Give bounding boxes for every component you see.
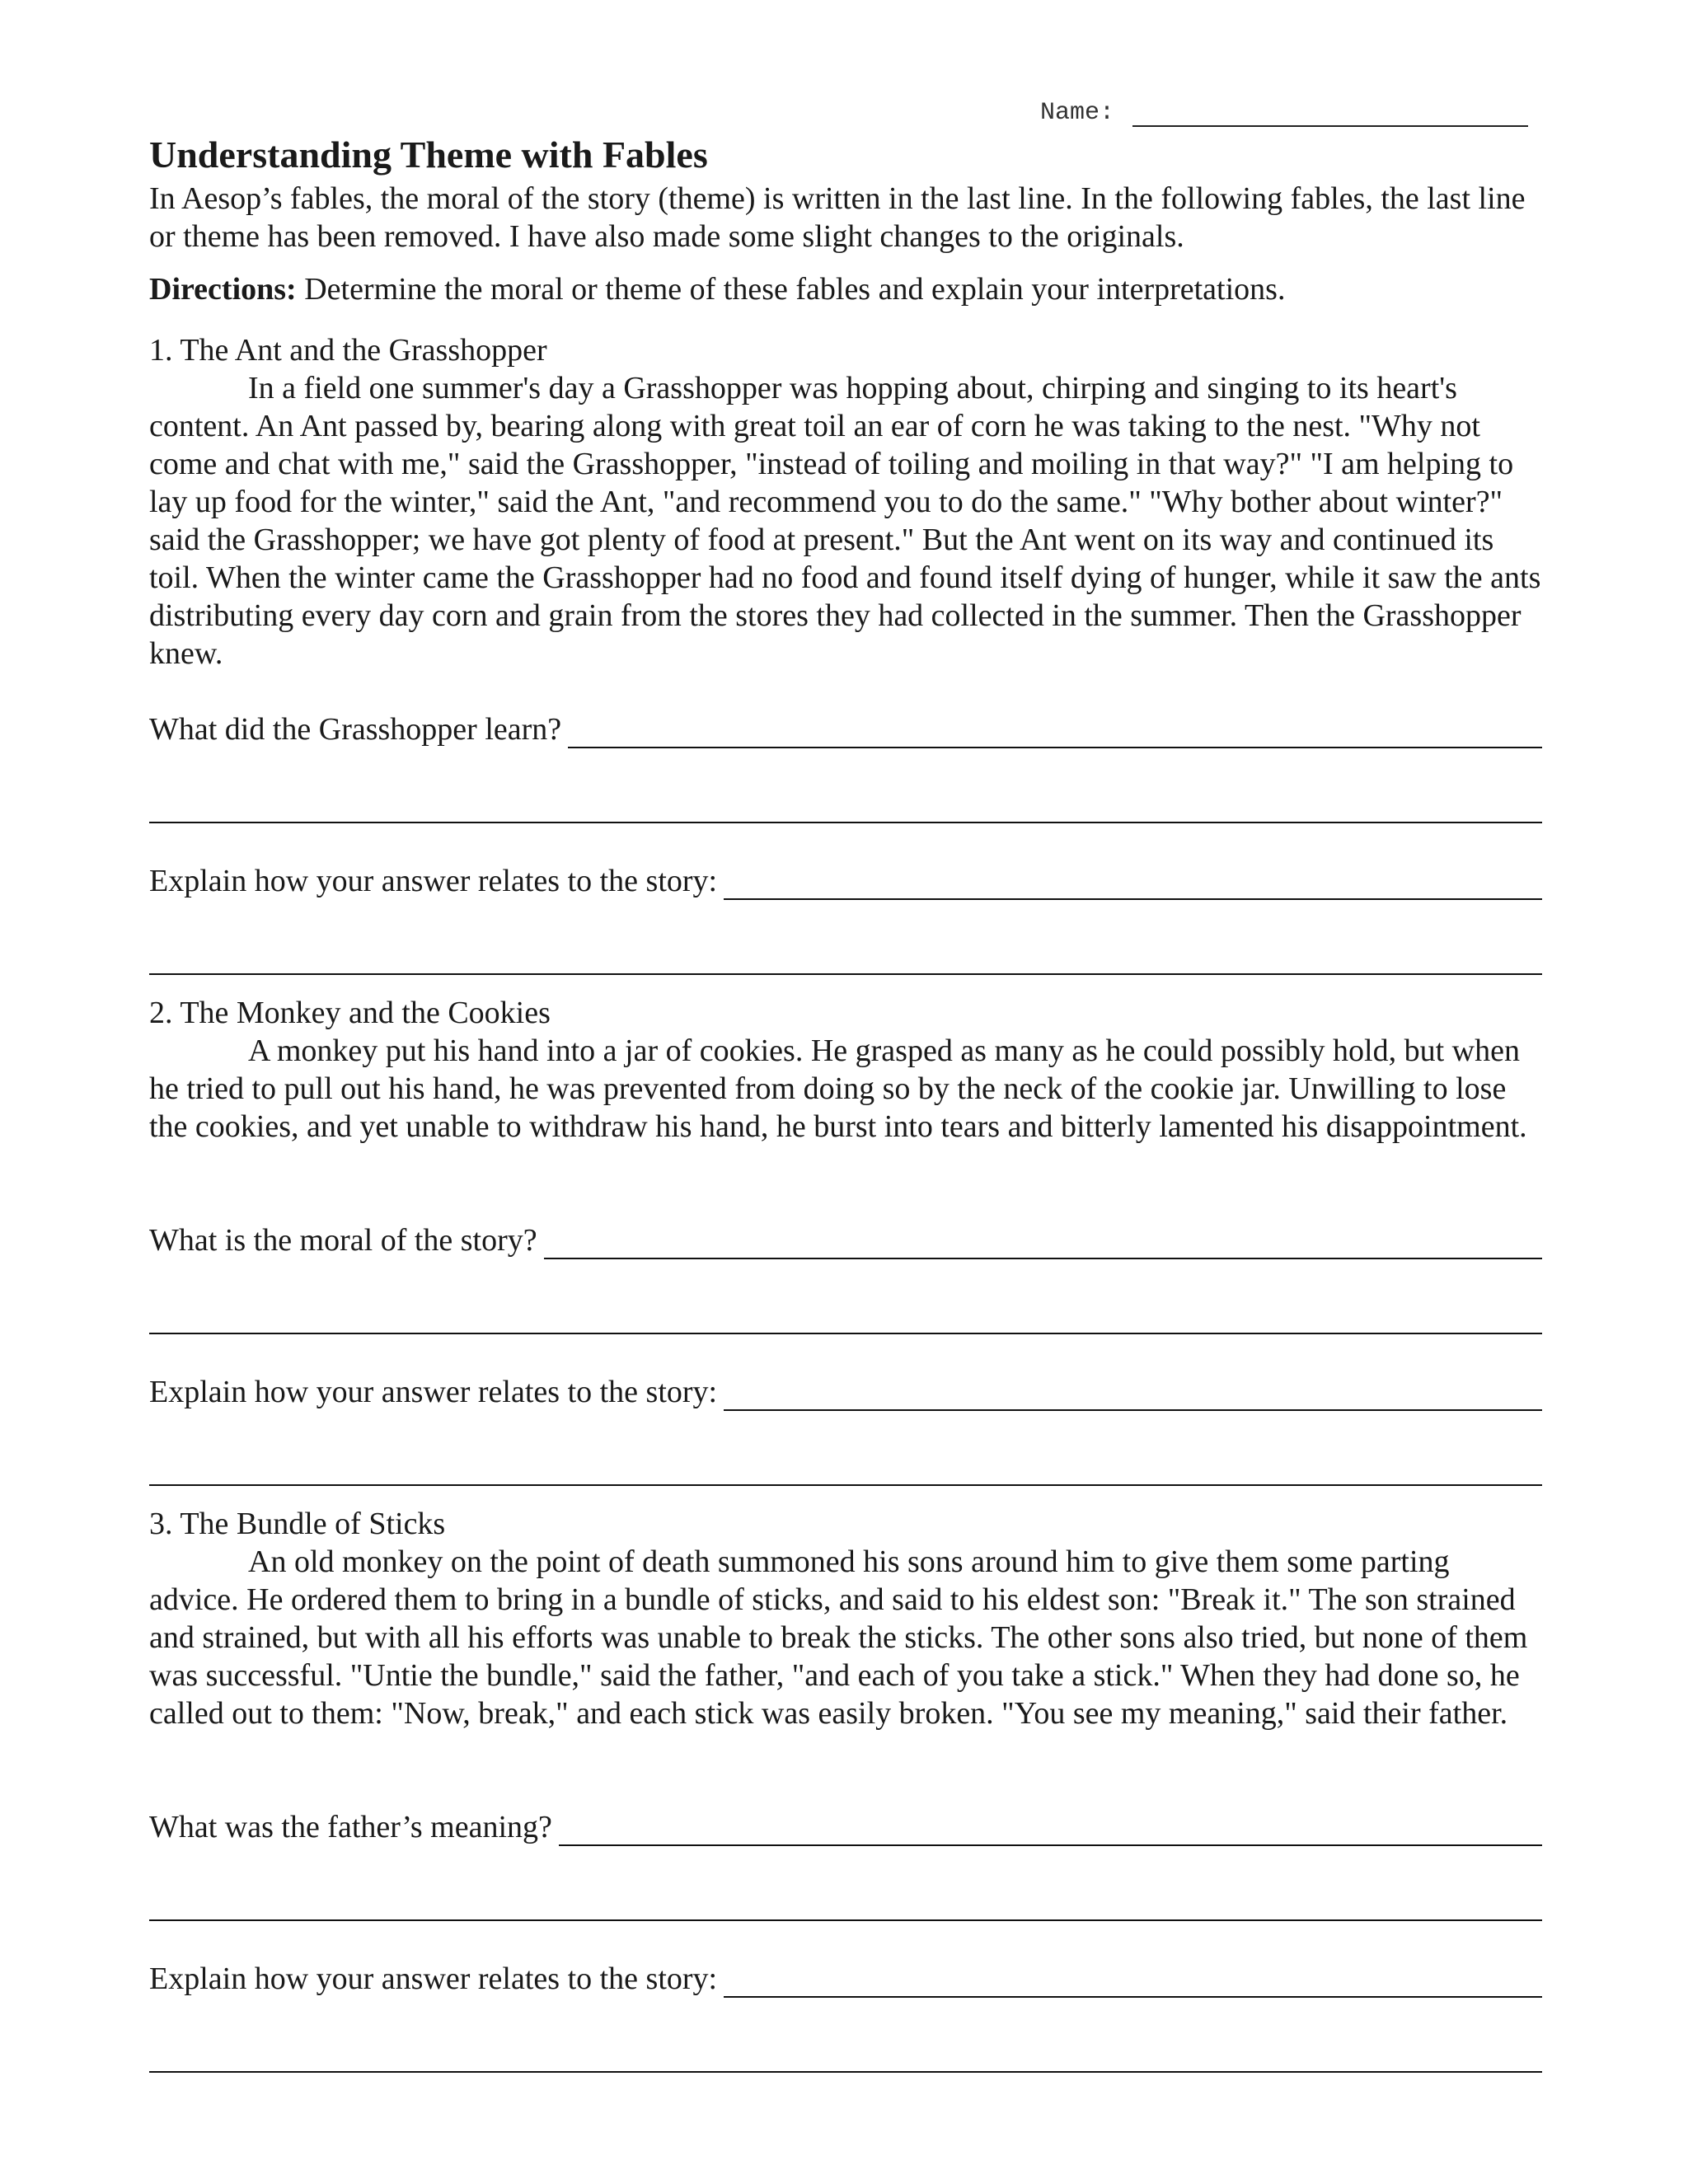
- question-row-2: [149, 1221, 1542, 1259]
- fable-title-3: 3. The Bundle of Sticks: [149, 1507, 446, 1541]
- fable-title-1: 1. The Ant and the Grasshopper: [149, 333, 547, 368]
- answer-line[interactable]: [149, 1333, 1542, 1334]
- directions-text: Determine the moral or theme of these fables and explain your interpretations.: [296, 272, 1286, 307]
- answer-line[interactable]: [544, 1228, 1542, 1259]
- fable-text-1: In a field one summer's day a Grasshopper was hopping about, chirping and singing to its heart's content. An Ant passed by, bearing along with great toil an ear of corn he was taking to the nest. "Why not come and chat with me," said the Grasshopper, "instead of toiling and moiling in that way?" "I am helping to lay up food for the winter," said the Ant, "and recommend you to do the same." "Why bother about winter?" said the Grasshopper; we have got plenty of food at present." But the Ant went on its way and continued its toil. When the winter came the Grasshopper had no food and found itself dying of hunger, while it saw the ants distributing every day corn and grain from the stores they had collected in the summer. Then the Grasshopper knew.: [149, 371, 1541, 671]
- directions-label: Directions:: [149, 272, 297, 307]
- question-row-1: [149, 710, 1542, 748]
- explain-row-1: [149, 862, 1542, 900]
- fable-text-2: A monkey put his hand into a jar of cookies. He grasped as many as he could possibly hold, but when he tried to pull out his hand, he was prevented from doing so by the neck of the cookie jar. Unwilling to lose the cookies, and yet unable to withdraw his hand, he burst into tears and bitterly lamented his disappointment.: [149, 1033, 1527, 1144]
- answer-line[interactable]: [724, 1380, 1542, 1411]
- explain-label-2: Explain how your answer relates to the story:: [149, 1375, 718, 1409]
- worksheet-title: Understanding Theme with Fables: [149, 134, 708, 176]
- name-input-line[interactable]: [1132, 101, 1528, 127]
- answer-line[interactable]: [724, 1966, 1542, 1998]
- answer-line[interactable]: [149, 2071, 1542, 2073]
- answer-line[interactable]: [724, 869, 1542, 900]
- fable-text-3: An old monkey on the point of death summoned his sons around him to give them some parting advice. He ordered them to bring in a bundle of sticks, and said to his eldest son: "Break it." The son strained and strained, but with all his efforts was unable to break the sticks. The other sons also tried, but none of them was successful. "Untie the bundle," said the father, "and each of you take a stick." When they had done so, he called out to them: "Now, break," and each stick was easily broken. "You see my meaning," said their father.: [149, 1544, 1528, 1731]
- question-label-2: What is the moral of the story?: [149, 1223, 537, 1258]
- answer-line[interactable]: [149, 1484, 1542, 1486]
- intro-paragraph: In Aesop’s fables, the moral of the story (theme) is written in the last line. In the following fables, the last line or theme has been removed. I have also made some slight changes to the originals.: [149, 181, 1526, 254]
- directions: [149, 270, 1542, 308]
- answer-line[interactable]: [568, 717, 1542, 748]
- explain-label-1: Explain how your answer relates to the story:: [149, 864, 718, 898]
- name-label: Name:: [1040, 99, 1115, 127]
- explain-label-3: Explain how your answer relates to the story:: [149, 1961, 718, 1996]
- question-label-3: What was the father’s meaning?: [149, 1810, 552, 1844]
- name-field-row: [1040, 99, 1528, 127]
- explain-row-3: [149, 1960, 1542, 1998]
- answer-line[interactable]: [149, 1919, 1542, 1921]
- question-row-3: [149, 1808, 1542, 1846]
- explain-row-2: [149, 1373, 1542, 1411]
- question-label-1: What did the Grasshopper learn?: [149, 712, 562, 747]
- answer-line[interactable]: [149, 822, 1542, 823]
- fable-title-2: 2. The Monkey and the Cookies: [149, 996, 551, 1030]
- answer-line[interactable]: [559, 1815, 1542, 1846]
- answer-line[interactable]: [149, 973, 1542, 975]
